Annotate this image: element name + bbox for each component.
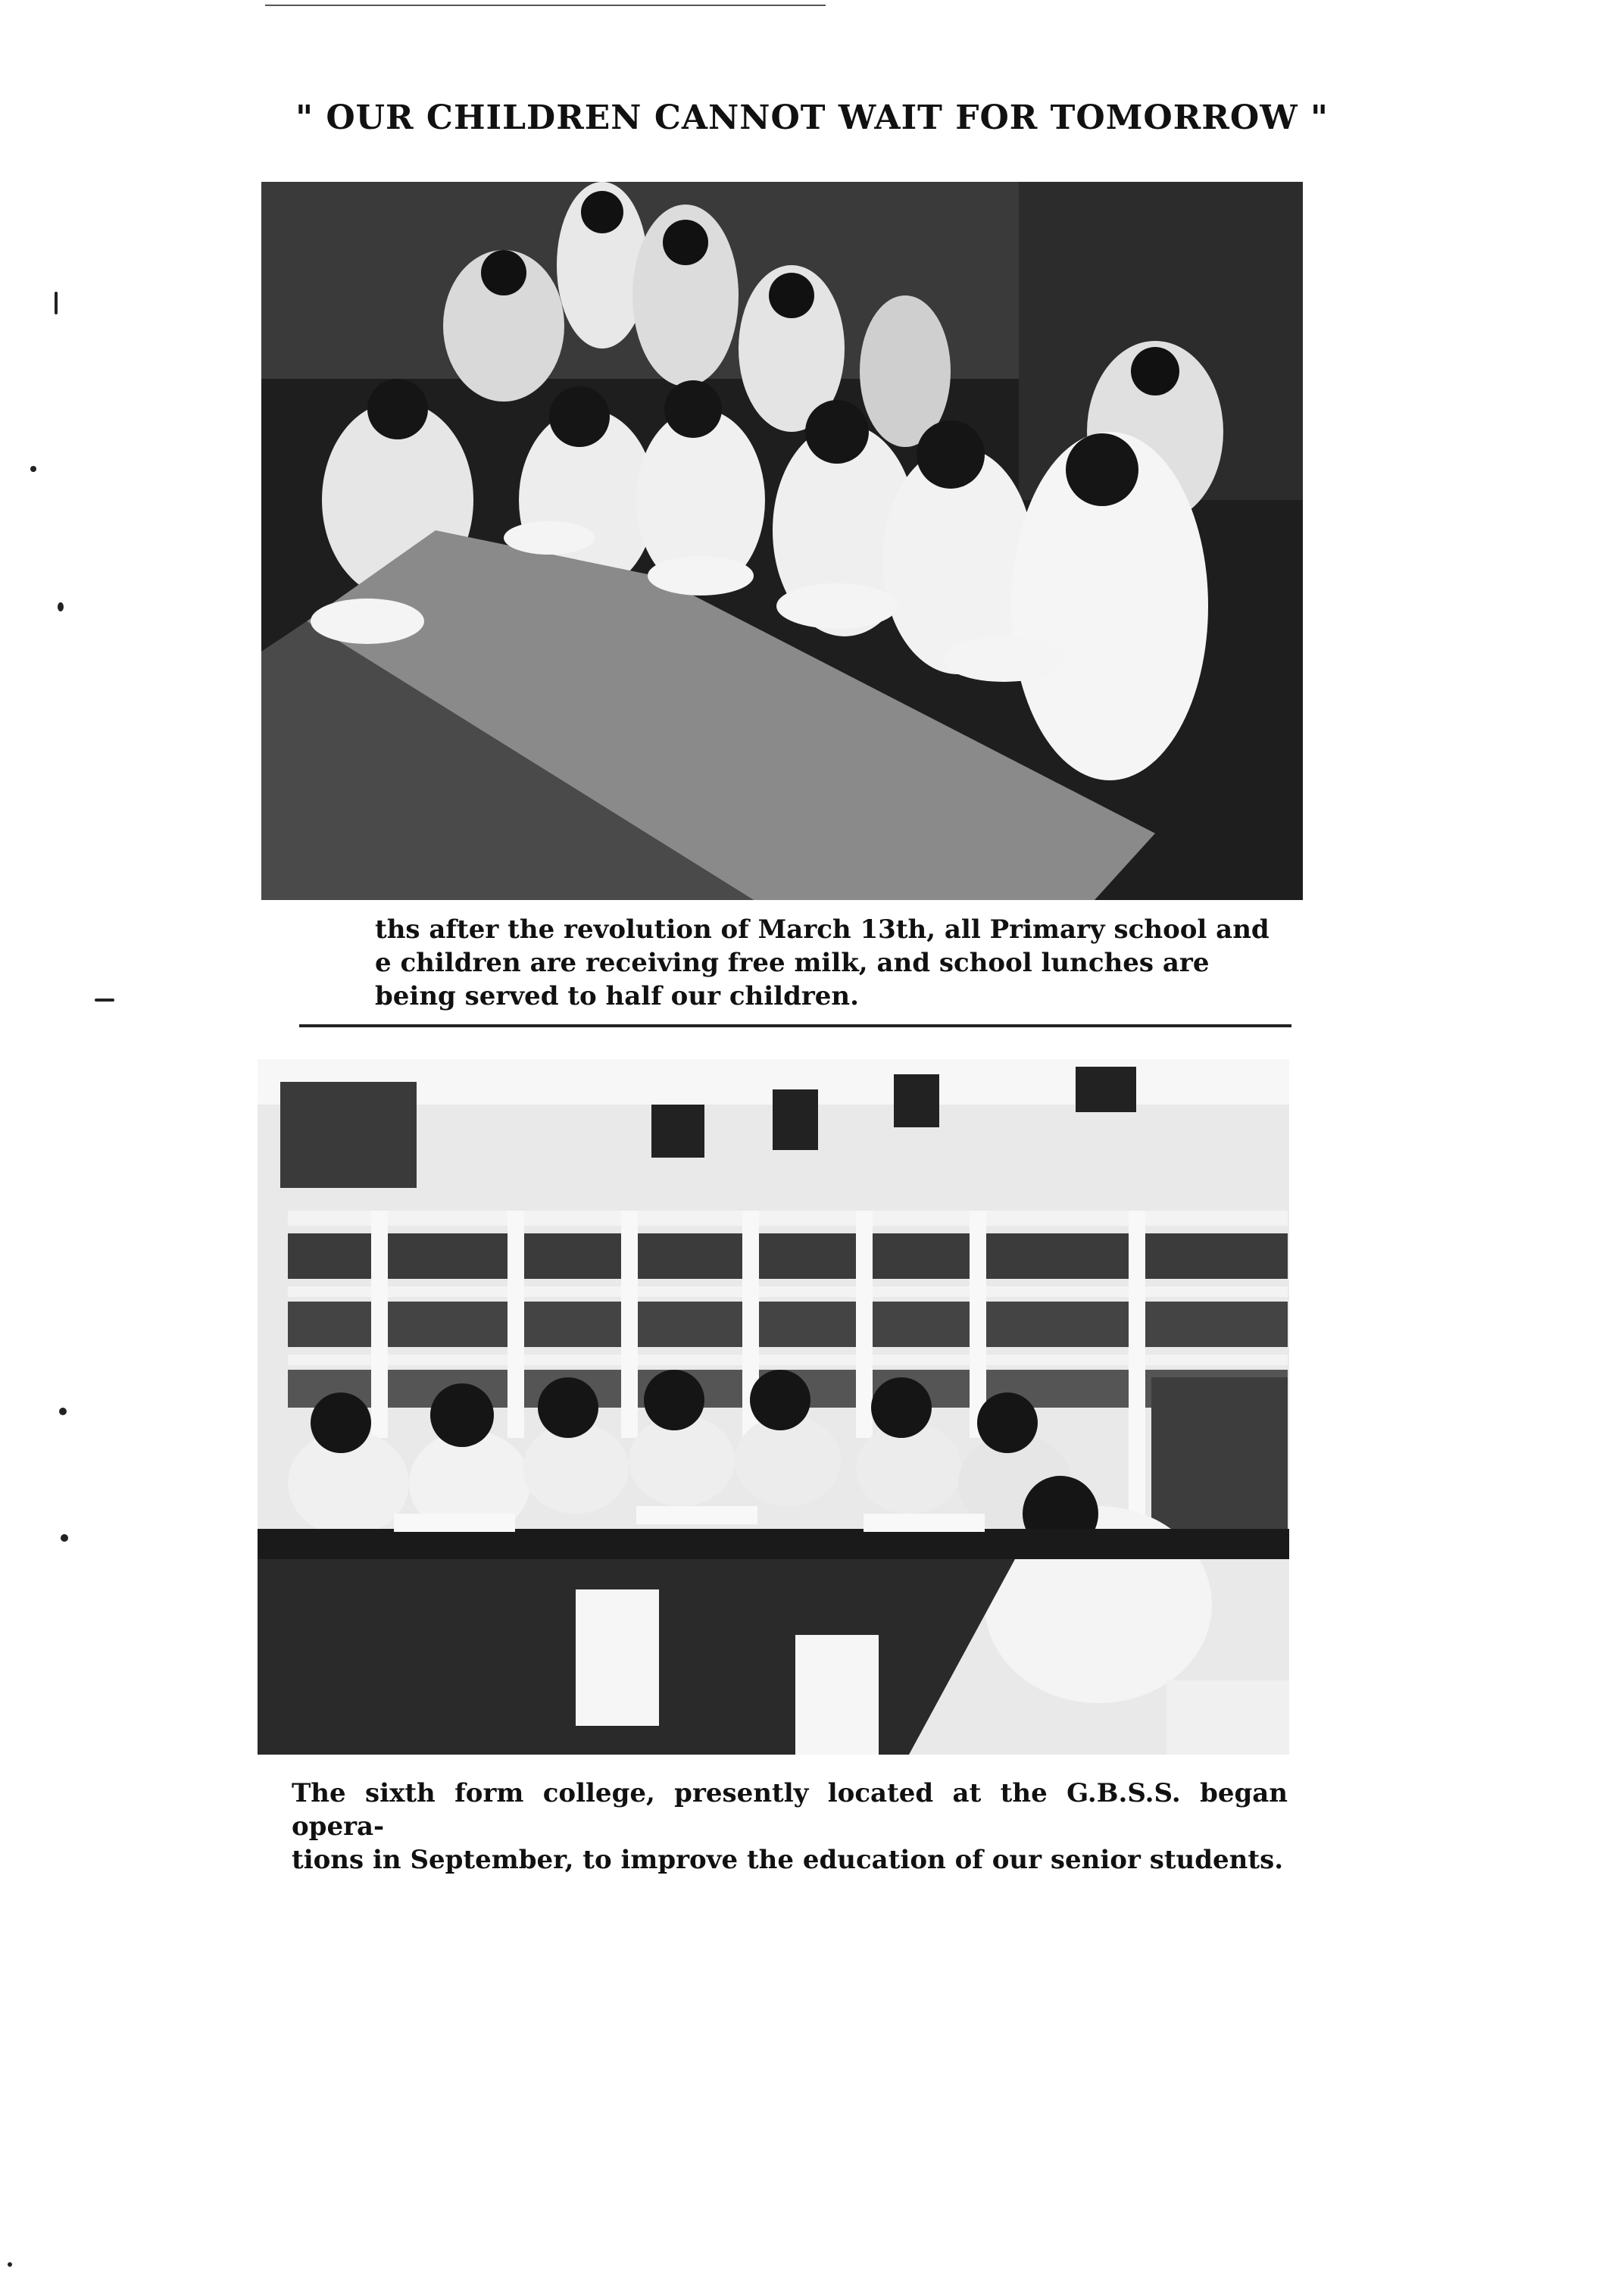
- scan-speck: [55, 292, 58, 314]
- scan-speck: [8, 2262, 12, 2267]
- scan-speck: [58, 602, 64, 611]
- scan-speck: [95, 999, 114, 1002]
- school-lunch-caption: [375, 913, 1276, 1013]
- sixth-form-caption: [292, 1777, 1288, 1877]
- scan-speck: [30, 466, 36, 472]
- sixth-form-college-photo: [258, 1059, 1289, 1755]
- section-divider: [299, 1024, 1291, 1027]
- scan-speck: [61, 1534, 68, 1542]
- top-rule: [265, 5, 826, 6]
- caption-line: being served to half our children.: [375, 981, 859, 1011]
- caption-line: tions in September, to improve the education of our senior students.: [292, 1845, 1284, 1875]
- page-headline: " OUR CHILDREN CANNOT WAIT FOR TOMORROW ": [295, 98, 1329, 137]
- school-lunch-photo: [261, 182, 1303, 900]
- scan-speck: [59, 1408, 67, 1415]
- caption-line: e children are receiving free milk, and school lunches are: [375, 948, 1210, 978]
- caption-line: ths after the revolution of March 13th, all Primary school and: [375, 914, 1270, 945]
- caption-line: The sixth form college, presently located at the G.B.S.S. began opera-: [292, 1778, 1288, 1842]
